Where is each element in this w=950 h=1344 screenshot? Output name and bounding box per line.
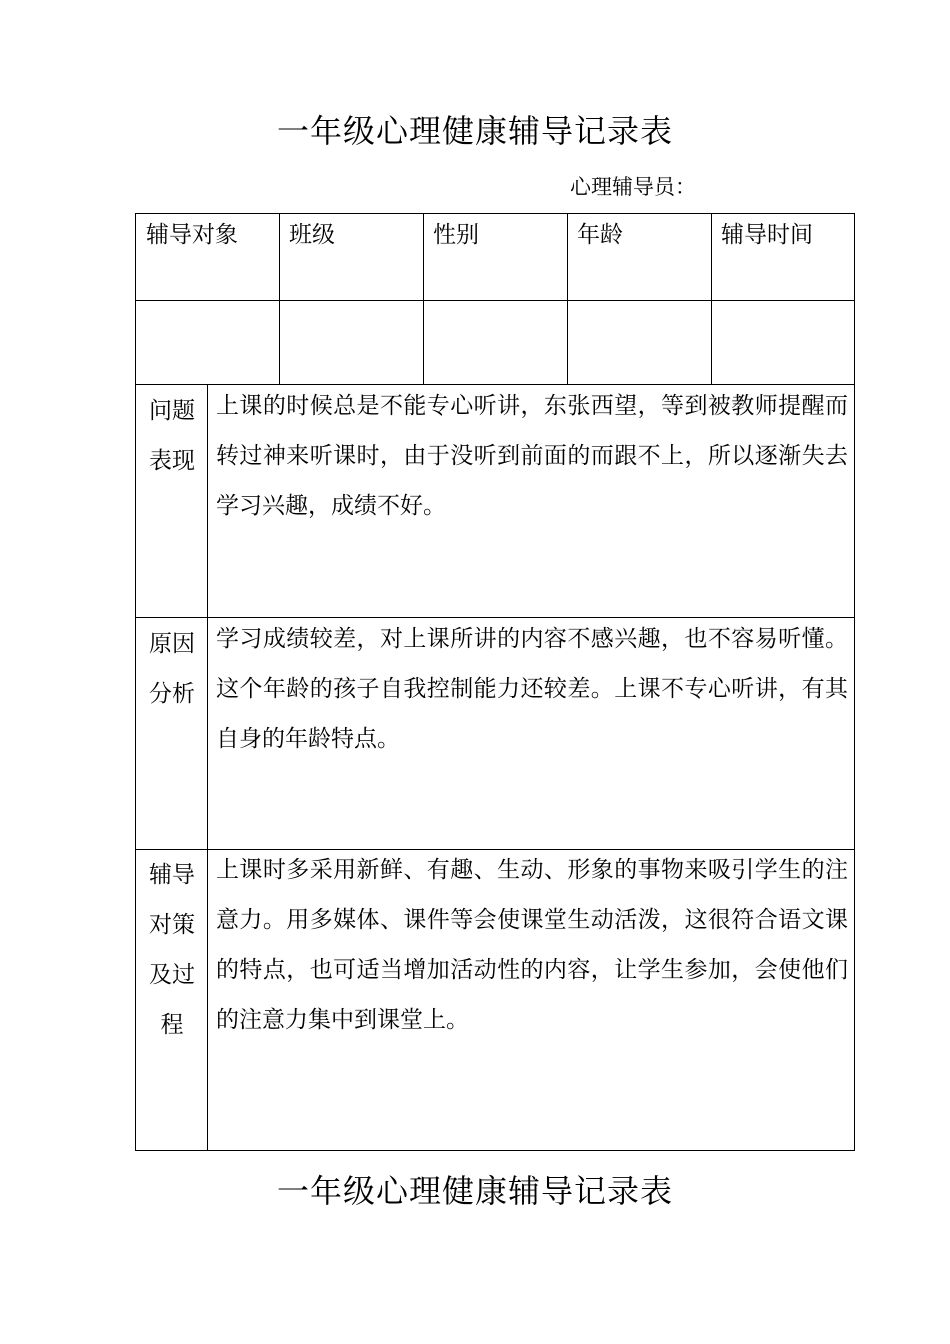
column-divider bbox=[423, 214, 424, 384]
label-line: 程 bbox=[160, 1012, 184, 1038]
column-divider bbox=[567, 214, 568, 384]
header-cell-class: 班级 bbox=[289, 222, 335, 248]
next-page-title: 一年级心理健康辅导记录表 bbox=[276, 1172, 673, 1210]
page-title: 一年级心理健康辅导记录表 bbox=[276, 112, 673, 150]
header-cell-student: 辅导对象 bbox=[146, 222, 238, 248]
label-line: 辅导 bbox=[149, 862, 195, 888]
header-cell-gender: 性别 bbox=[433, 222, 479, 248]
label-line: 表现 bbox=[149, 448, 195, 474]
label-line: 分析 bbox=[149, 681, 195, 707]
section-label-cause bbox=[136, 619, 208, 719]
column-divider bbox=[711, 214, 712, 384]
label-line: 及过 bbox=[149, 962, 195, 988]
section-text-cause: 学习成绩较差，对上课所讲的内容不感兴趣，也不容易听懂。这个年龄的孩子自我控制能力还较差。上课不专心听讲，有其自身的年龄特点。 bbox=[216, 626, 848, 752]
section-label-problem bbox=[136, 386, 208, 486]
label-line: 问题 bbox=[149, 398, 195, 424]
record-table bbox=[135, 213, 855, 1151]
column-divider bbox=[279, 214, 280, 384]
header-cell-age: 年龄 bbox=[577, 222, 623, 248]
label-line: 对策 bbox=[149, 912, 195, 938]
section-text-problem: 上课的时候总是不能专心听讲，东张西望，等到被教师提醒而转过神来听课时，由于没听到前面的而跟不上，所以逐渐失去学习兴趣，成绩不好。 bbox=[216, 393, 848, 519]
label-line: 原因 bbox=[149, 631, 195, 657]
row-divider bbox=[136, 300, 854, 301]
section-label-strategy bbox=[136, 850, 208, 1050]
section-text-strategy: 上课时多采用新鲜、有趣、生动、形象的事物来吸引学生的注意力。用多媒体、课件等会使课堂生动活泼，这很符合语文课的特点，也可适当增加活动性的内容，让学生参加，会使他们的注意力集中到课堂上。 bbox=[216, 857, 848, 1033]
counselor-label: 心理辅导员： bbox=[570, 175, 696, 199]
header-cell-time: 辅导时间 bbox=[721, 222, 813, 248]
